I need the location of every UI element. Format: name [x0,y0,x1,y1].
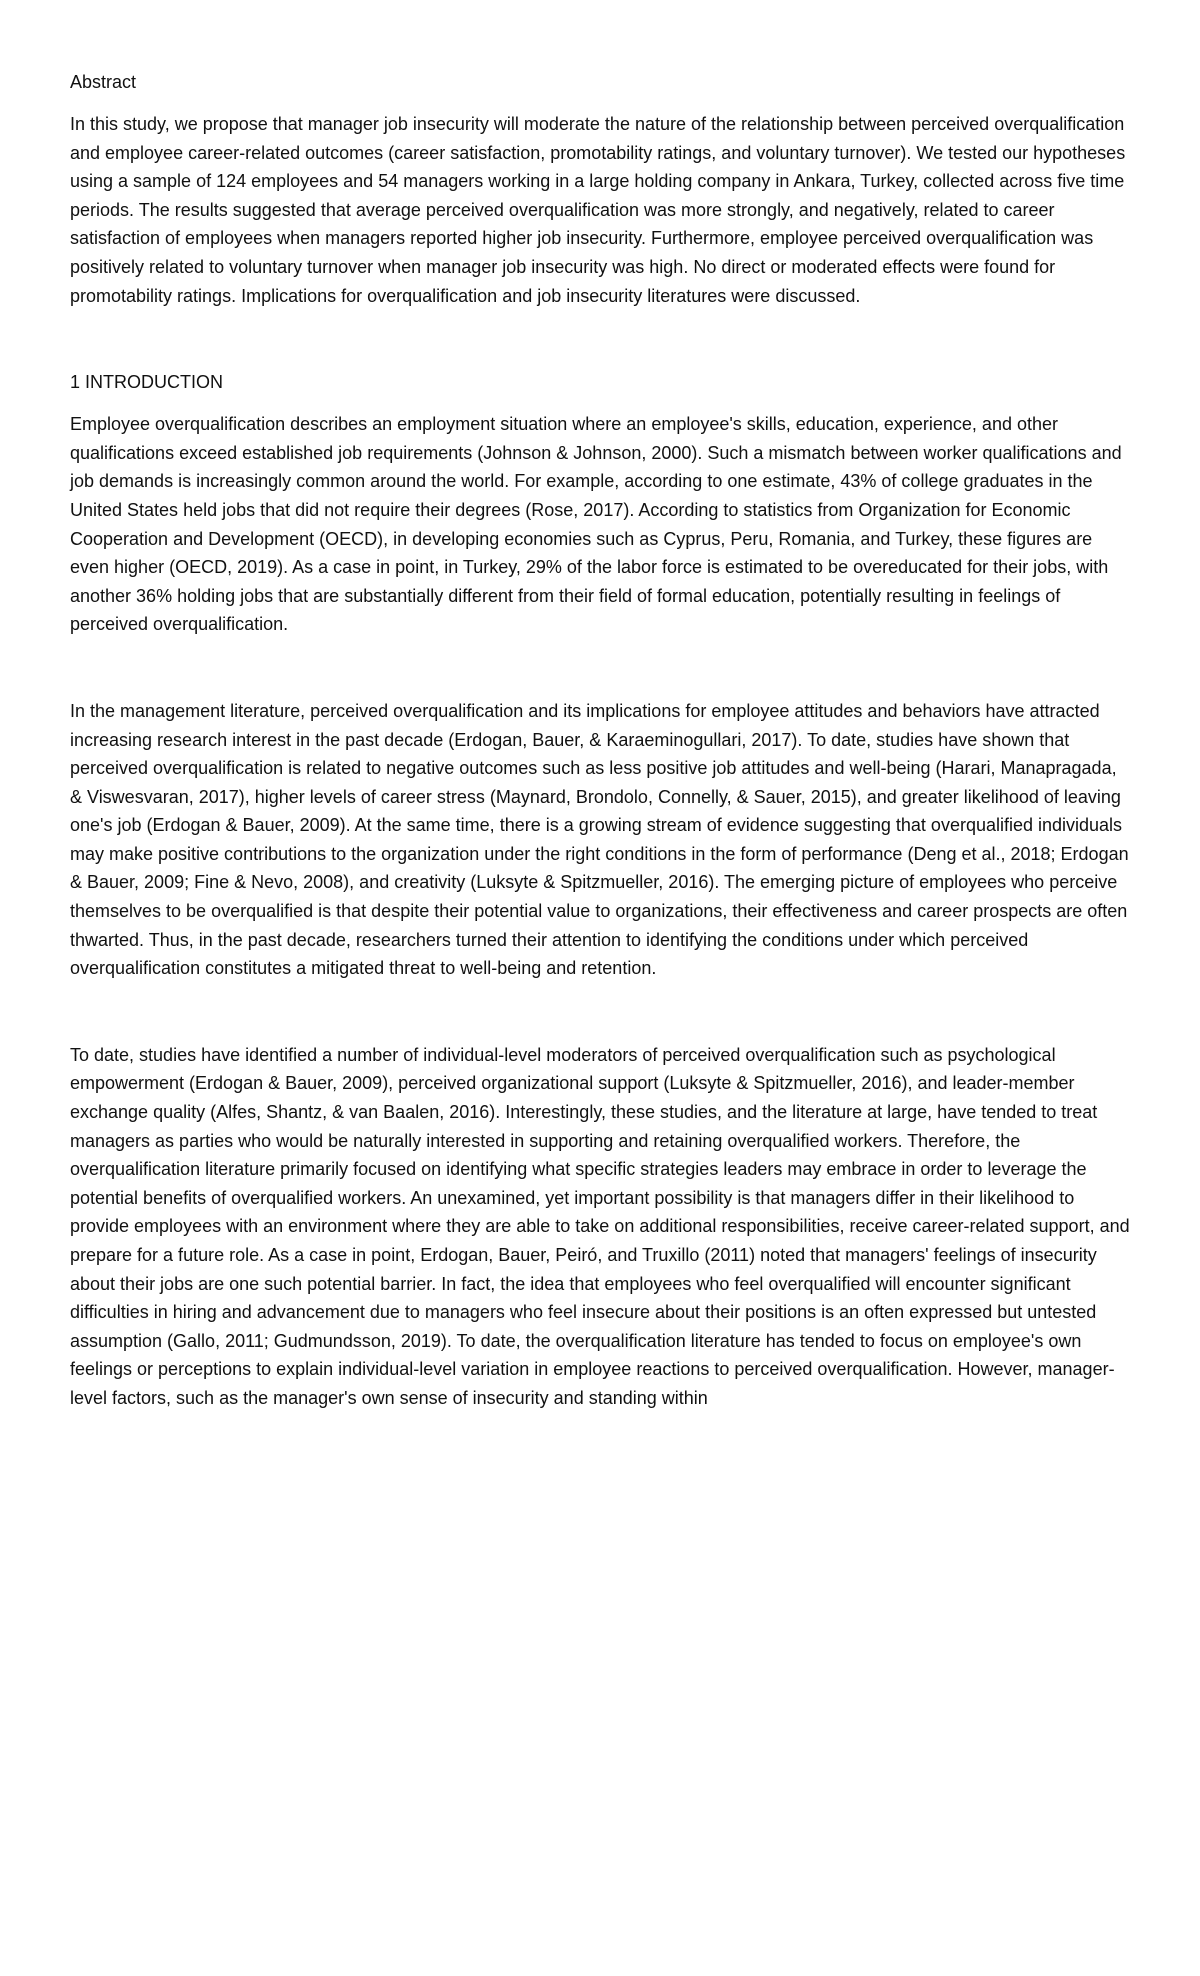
section-spacer [70,310,1130,368]
abstract-heading: Abstract [70,72,137,92]
intro-paragraph-1: Employee overqualification describes an employment situation where an employee's skills, education, experience, and other qualifications exceed established job requirements (Johnson & Johnson, 2000). Such a mismatch between worker qualifications and job demands is increasingly common around the world. For example, according to one estimate, 43% of college graduates in the United States held jobs that did not require their degrees (Rose, 2017). According to statistics from Organization for Economic Cooperation and Development (OECD), in developing economies such as Cyprus, Peru, Romania, and Turkey, these figures are even higher (OECD, 2019). As a case in point, in Turkey, 29% of the labor force is estimated to be overeducated for their jobs, with another 36% holding jobs that are substantially different from their field of formal education, potentially resulting in feelings of perceived overqualification. [70,414,1122,635]
intro-paragraph-2: In the management literature, perceived overqualification and its implications for employee attitudes and behaviors have attracted increasing research interest in the past decade (Erdogan, Bauer, & Karaeminogullari, 2017). To date, studies have shown that perceived overqualification is related to negative outcomes such as less positive job attitudes and well-being (Harari, Manapragada, & Viswesvaran, 2017), higher levels of career stress (Maynard, Brondolo, Connelly, & Sauer, 2015), and greater likelihood of leaving one's job (Erdogan & Bauer, 2009). At the same time, there is a growing stream of evidence suggesting that overqualified individuals may make positive contributions to the organization under the right conditions in the form of performance (Deng et al., 2018; Erdogan & Bauer, 2009; Fine & Nevo, 2008), and creativity (Luksyte & Spitzmueller, 2016). The emerging picture of employees who perceive themselves to be overqualified is that despite their potential value to organizations, their effectiveness and career prospects are often thwarted. Thus, in the past decade, researchers turned their attention to identifying the conditions under which perceived overqualification constitutes a mitigated threat to well-being and retention. [70,700,1129,979]
paragraph-spacer [70,983,1130,1041]
intro-paragraph-3: To date, studies have identified a number of individual-level moderators of perceived overqualification such as psychological empowerment (Erdogan & Bauer, 2009), perceived organizational support (Luksyte & Spitzmueller, 2016), and leader-member exchange quality (Alfes, Shantz, & van Baalen, 2016). Interestingly, these studies, and the literature at large, have tended to treat managers as parties who would be naturally interested in supporting and retaining overqualified workers. Therefore, the overqualification literature primarily focused on identifying what specific strategies leaders may embrace in order to leverage the potential benefits of overqualified workers. An unexamined, yet important possibility is that managers differ in their likelihood to provide employees with an environment where they are able to take on additional responsibilities, receive career-related support, and prepare for a future role. As a case in point, Erdogan, Bauer, Peiró, and Truxillo (2011) noted that managers' feelings of insecurity about their jobs are one such potential barrier. In fact, the idea that employees who feel overqualified will encounter significant difficulties in hiring and advancement due to managers who feel insecure about their positions is an often expressed but untested assumption (Gallo, 2011; Gudmundsson, 2019). To date, the overqualification literature has tended to focus on employee's own feelings or perceptions to explain individual-level variation in employee reactions to perceived overqualification. However, manager-level factors, such as the manager's own sense of insecurity and standing within [70,1044,1130,1408]
abstract-text: In this study, we propose that manager job insecurity will moderate the nature of the relationship between perceived overqualification and employee career-related outcomes (career satisfaction, promotability ratings, and voluntary turnover). We tested our hypotheses using a sample of 124 employees and 54 managers working in a large holding company in Ankara, Turkey, collected across five time periods. The results suggested that average perceived overqualification was more strongly, and negatively, related to career satisfaction of employees when managers reported higher job insecurity. Furthermore, employee perceived overqualification was positively related to voluntary turnover when manager job insecurity was high. No direct or moderated effects were found for promotability ratings. Implications for overqualification and job insecurity literatures were discussed. [70,114,1126,306]
introduction-heading: 1 INTRODUCTION [70,372,223,393]
paragraph-spacer [70,639,1130,697]
document-page [70,68,1130,1413]
